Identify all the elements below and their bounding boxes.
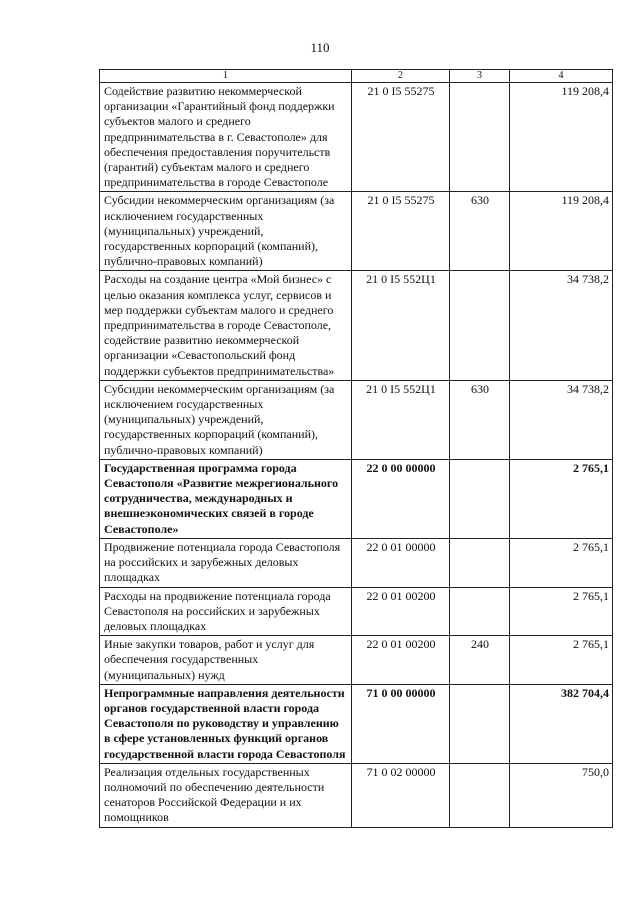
- cell-name: Расходы на создание центра «Мой бизнес» с целью оказания комплекса услуг, сервисов и мер поддержки субъектам малого и среднего предпринимательства в городе Севастополе, содействие развитию некоммерческой организации «Севастопольский фонд поддержки субъектов предпринимательства»: [100, 271, 352, 380]
- cell-type: [450, 763, 510, 827]
- cell-name: Субсидии некоммерческим организациям (за исключением государственных (муниципальных) учреждений, государственных корпораций (компаний), публично-правовых компаний): [100, 192, 352, 271]
- table-body: [100, 83, 613, 828]
- page-number: 110: [310, 40, 330, 55]
- cell-sum: 750,0: [510, 763, 613, 827]
- cell-sum: 2 765,1: [510, 459, 613, 538]
- cell-code: 22 0 01 00200: [352, 636, 450, 685]
- table-row: [100, 83, 613, 192]
- cell-type: 240: [450, 636, 510, 685]
- cell-code: 71 0 00 00000: [352, 684, 450, 763]
- cell-sum: 119 208,4: [510, 192, 613, 271]
- column-header-name: 1: [100, 70, 352, 83]
- cell-code: 21 0 I5 55275: [352, 83, 450, 192]
- cell-code: 21 0 I5 552Ц1: [352, 380, 450, 459]
- column-header-type: 3: [450, 70, 510, 83]
- column-header-code: 2: [352, 70, 450, 83]
- cell-code: 71 0 02 00000: [352, 763, 450, 827]
- cell-name: Продвижение потенциала города Севастополя на российских и зарубежных деловых площадках: [100, 538, 352, 587]
- cell-type: 630: [450, 380, 510, 459]
- cell-type: 630: [450, 192, 510, 271]
- cell-sum: 382 704,4: [510, 684, 613, 763]
- cell-type: [450, 684, 510, 763]
- table-row: [100, 538, 613, 587]
- cell-type: [450, 587, 510, 636]
- column-header-sum: 4: [510, 70, 613, 83]
- cell-sum: 2 765,1: [510, 538, 613, 587]
- cell-sum: 2 765,1: [510, 587, 613, 636]
- cell-name: Содействие развитию некоммерческой организации «Гарантийный фонд поддержки субъектов малого и среднего предпринимательства в г. Севастополе» для обеспечения предоставления поручительств (гарантий) субъектам малого и среднего предпринимательства в городе Севастополе: [100, 83, 352, 192]
- table-row: [100, 271, 613, 380]
- table-row: [100, 587, 613, 636]
- cell-code: 22 0 00 00000: [352, 459, 450, 538]
- table-row-program: [100, 459, 613, 538]
- table-row: [100, 192, 613, 271]
- table-row: [100, 380, 613, 459]
- budget-table: [99, 69, 613, 828]
- cell-sum: 34 738,2: [510, 271, 613, 380]
- cell-type: [450, 538, 510, 587]
- cell-code: 21 0 I5 552Ц1: [352, 271, 450, 380]
- cell-code: 21 0 I5 55275: [352, 192, 450, 271]
- cell-sum: 34 738,2: [510, 380, 613, 459]
- table-row: [100, 763, 613, 827]
- cell-name: Субсидии некоммерческим организациям (за исключением государственных (муниципальных) учреждений, государственных корпораций (компаний), публично-правовых компаний): [100, 380, 352, 459]
- cell-name: Непрограммные направления деятельности органов государственной власти города Севастополя по руководству и управлению в сфере установленных функций органов государственной власти города Севастополя: [100, 684, 352, 763]
- cell-type: [450, 271, 510, 380]
- cell-sum: 2 765,1: [510, 636, 613, 685]
- cell-type: [450, 459, 510, 538]
- cell-name: Государственная программа города Севастополя «Развитие межрегионального сотрудничества, международных и внешнеэкономических связей в городе Севастополе»: [100, 459, 352, 538]
- cell-name: Реализация отдельных государственных полномочий по обеспечению деятельности сенаторов Российской Федерации и их помощников: [100, 763, 352, 827]
- table-row: [100, 636, 613, 685]
- cell-code: 22 0 01 00200: [352, 587, 450, 636]
- cell-code: 22 0 01 00000: [352, 538, 450, 587]
- cell-type: [450, 83, 510, 192]
- table-row-program: [100, 684, 613, 763]
- cell-name: Расходы на продвижение потенциала города Севастополя на российских и зарубежных деловых площадках: [100, 587, 352, 636]
- cell-name: Иные закупки товаров, работ и услуг для обеспечения государственных (муниципальных) нужд: [100, 636, 352, 685]
- cell-sum: 119 208,4: [510, 83, 613, 192]
- table-header-row: [100, 70, 613, 83]
